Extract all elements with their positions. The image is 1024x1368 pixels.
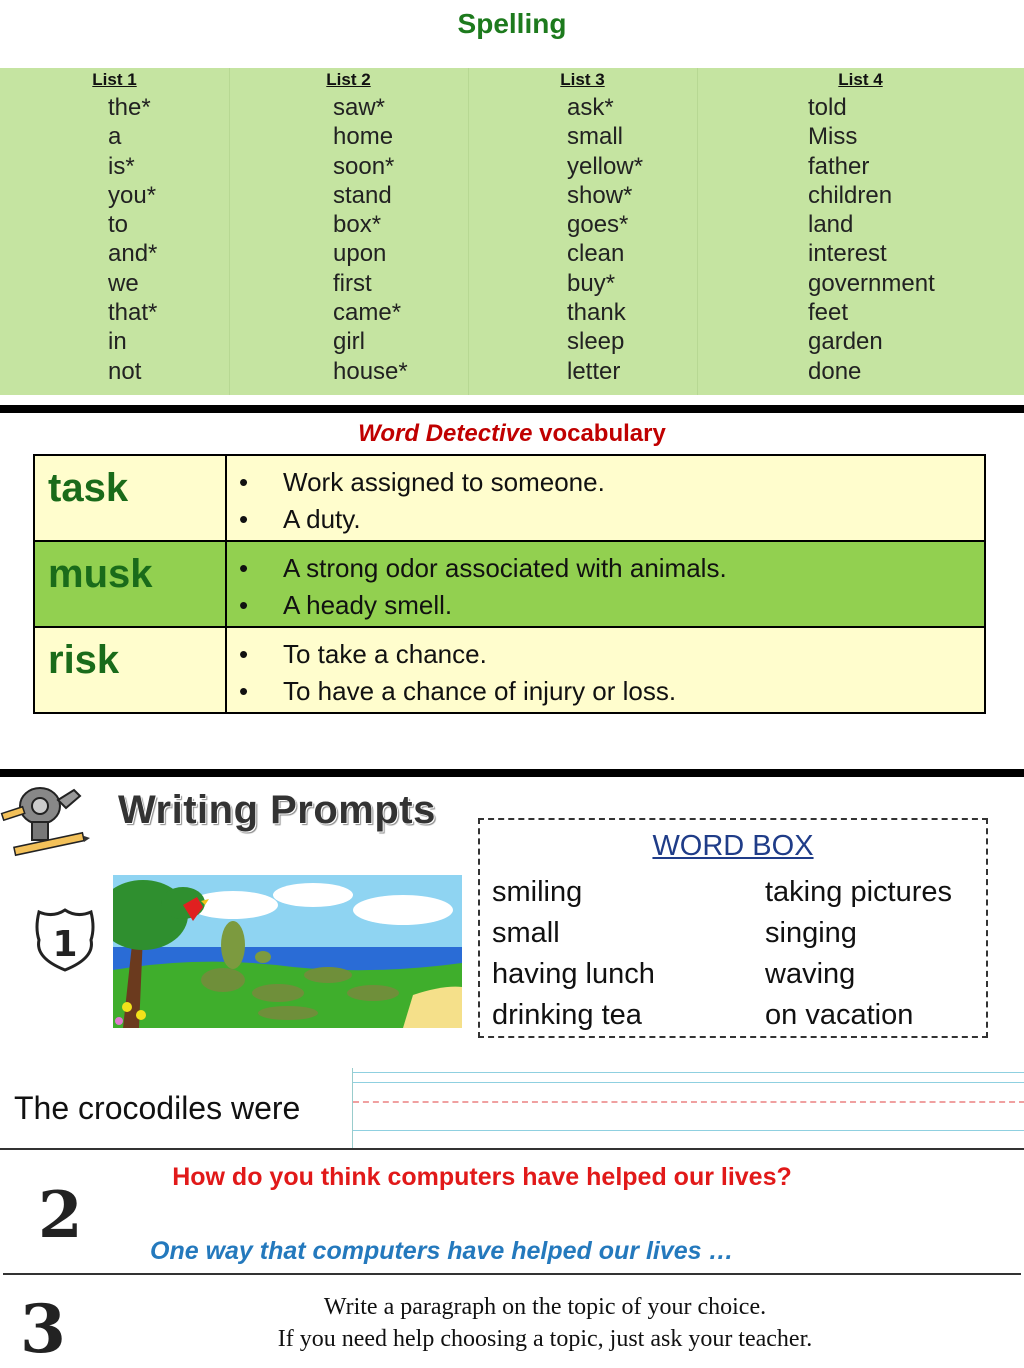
list-header: List 2 — [326, 70, 371, 89]
word-box-right-column — [765, 872, 952, 1036]
vocabulary-title-rest: vocabulary — [532, 420, 666, 447]
section-divider — [0, 405, 1024, 413]
spelling-word: feet — [808, 299, 849, 327]
spelling-word: father — [808, 152, 870, 180]
word-box-item: waving — [765, 958, 856, 990]
word-box-left-column — [492, 872, 655, 1036]
spelling-word: sleep — [567, 328, 625, 356]
list-header: List 1 — [92, 70, 137, 89]
prompt-2-number: 2 — [38, 1178, 83, 1253]
writing-prompts-title: Writing Prompts — [118, 788, 436, 832]
vocabulary-table — [33, 454, 986, 714]
spelling-word: told — [808, 94, 847, 121]
vocabulary-word: task — [34, 455, 226, 541]
list-header: List 4 — [838, 70, 883, 89]
spelling-word: home — [333, 123, 394, 151]
section-divider — [0, 769, 1024, 777]
spelling-word: clean — [567, 240, 625, 268]
spelling-word: small — [567, 123, 624, 151]
word-list — [333, 93, 408, 386]
word-box-item: singing — [765, 917, 857, 949]
word-box-item: on vacation — [765, 999, 914, 1031]
spelling-word: garden — [808, 328, 883, 356]
definition-item: • Work assigned to someone. — [239, 464, 984, 501]
prompt-3-help-note: If you need help choosing a topic, just ask your teacher. — [277, 1326, 813, 1352]
vocabulary-word: risk — [34, 627, 226, 713]
word-list — [567, 93, 643, 386]
definition-item: • A duty. — [239, 501, 984, 538]
spelling-word: and* — [108, 240, 158, 268]
prompt-divider — [0, 1148, 1024, 1150]
spelling-word: a — [108, 123, 122, 151]
handwriting-mid-line — [353, 1101, 1024, 1103]
spelling-word: soon* — [333, 152, 395, 180]
definition-item: • A heady smell. — [239, 587, 984, 624]
prompt-1-sentence-starter: The crocodiles were — [14, 1090, 301, 1126]
spelling-word: that* — [108, 299, 158, 327]
spelling-word: land — [808, 211, 854, 239]
spelling-word: letter — [567, 357, 621, 385]
spelling-word: to — [108, 211, 129, 239]
prompt-2-sentence-starter: One way that computers have helped our lives … — [150, 1237, 734, 1265]
word-box-item: drinking tea — [492, 999, 642, 1031]
spelling-word: you* — [108, 181, 157, 209]
spelling-word: stand — [333, 181, 392, 209]
word-box-item: small — [492, 917, 560, 949]
spelling-word: we — [108, 269, 139, 297]
spelling-word: thank — [567, 299, 626, 327]
word-box-title: WORD BOX — [652, 830, 814, 862]
spelling-list-4 — [697, 68, 1024, 395]
spelling-word: came* — [333, 299, 402, 327]
definition-item: • A strong odor associated with animals. — [239, 550, 984, 587]
spelling-word: government — [808, 269, 935, 297]
vocabulary-word: musk — [34, 541, 226, 627]
spelling-word: show* — [567, 181, 633, 209]
spelling-word: done — [808, 357, 862, 385]
word-list — [808, 93, 935, 386]
word-box-item: taking pictures — [765, 876, 952, 908]
handwriting-base-line — [353, 1130, 1024, 1131]
vocabulary-row — [34, 541, 985, 627]
spelling-word: upon — [333, 240, 387, 268]
prompt-3-instruction: Write a paragraph on the topic of your choice. — [323, 1294, 767, 1320]
prompt-2-question: How do you think computers have helped our lives? — [172, 1163, 792, 1191]
spelling-word: house* — [333, 357, 408, 385]
spelling-word: not — [108, 357, 142, 385]
spelling-word: the* — [108, 94, 151, 121]
vocabulary-title-italic: Word Detective — [358, 420, 533, 447]
pencil-sharpener-icon — [0, 780, 92, 860]
definition-item: • To take a chance. — [239, 636, 984, 673]
spelling-word: Miss — [808, 123, 858, 151]
handwriting-top-line — [353, 1072, 1024, 1073]
spelling-word: in — [108, 328, 127, 356]
vocabulary-row — [34, 455, 985, 541]
word-box-item: having lunch — [492, 958, 655, 990]
prompt-number: 1 — [52, 924, 78, 965]
spelling-word: saw* — [333, 94, 386, 121]
spelling-list-3 — [468, 68, 697, 395]
vocabulary-definitions — [226, 627, 985, 713]
spelling-title: Spelling — [457, 8, 567, 39]
spelling-word: ask* — [567, 94, 614, 121]
spelling-word: goes* — [567, 211, 629, 239]
crocodiles-picnic-illustration — [113, 875, 462, 1028]
spelling-table — [0, 68, 1024, 395]
word-list — [108, 93, 157, 386]
spelling-list-2 — [229, 68, 468, 395]
spelling-list-1 — [0, 68, 229, 395]
spelling-word: interest — [808, 240, 887, 268]
spelling-word: children — [808, 181, 893, 209]
spelling-word: girl — [333, 328, 366, 356]
definition-item: • To have a chance of injury or loss. — [239, 673, 984, 710]
spelling-word: buy* — [567, 269, 616, 297]
list-header: List 3 — [560, 70, 605, 89]
number-one-shield-icon — [33, 906, 97, 974]
vocabulary-definitions — [226, 541, 985, 627]
spelling-word: is* — [108, 152, 135, 180]
vocabulary-row — [34, 627, 985, 713]
prompt-divider — [3, 1273, 1021, 1275]
spelling-word: yellow* — [567, 152, 644, 180]
vocabulary-definitions — [226, 455, 985, 541]
handwriting-top-line — [353, 1082, 1024, 1083]
spelling-word: box* — [333, 211, 382, 239]
vocabulary-title — [0, 420, 1024, 448]
spelling-word: first — [333, 269, 372, 297]
word-box-item: smiling — [492, 876, 583, 908]
word-box — [478, 818, 988, 1038]
handwriting-lines[interactable] — [352, 1068, 1024, 1148]
prompt-3-number: 3 — [20, 1290, 66, 1368]
